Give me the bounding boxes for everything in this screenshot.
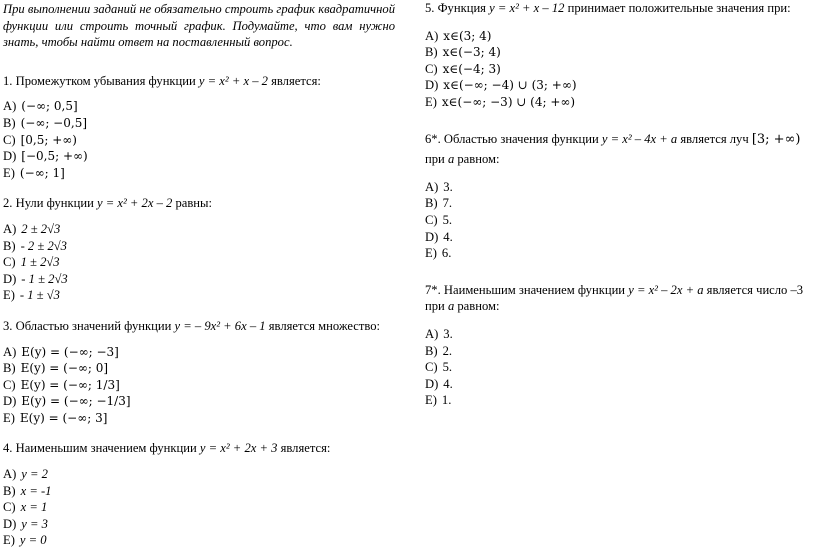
option-a[interactable]: A) E(y) = (−∞; −3] xyxy=(3,344,119,359)
option-d[interactable]: D) y = 3 xyxy=(3,516,48,531)
intro-note: При выполнении заданий не обязательно строить график квадратичной функции или строить точный график. Подумайте, что вам нужно знать, чтобы найти ответ на поставленный вопрос. xyxy=(3,2,395,50)
question-4-options xyxy=(3,466,395,549)
question-5-options xyxy=(425,28,813,111)
question-5-text: 5. Функция y = x² + x – 12 принимает положительные значения при: xyxy=(425,1,791,15)
option-d[interactable]: D) - 1 ± 2√3 xyxy=(3,271,68,286)
option-d[interactable]: D) E(y) = (−∞; −1/3] xyxy=(3,394,131,409)
question-3-text: 3. Областью значений функции y = – 9x² + 6x – 1 является множество: xyxy=(3,318,381,333)
question-6-ray: [3; +∞) xyxy=(751,131,801,147)
question-2 xyxy=(3,195,395,304)
question-4-text: 4. Наименьшим значением функции y = x² + 2x + 3 является: xyxy=(3,441,331,456)
option-b[interactable]: B) x = -1 xyxy=(3,483,52,498)
option-a[interactable]: A) (−∞; 0,5] xyxy=(3,99,78,114)
question-2-text: 2. Нули функции y = x² + 2x – 2 равны: xyxy=(3,196,212,211)
option-e[interactable]: E) 1. xyxy=(425,393,452,408)
question-7-function: y = x² – 2x + a xyxy=(628,282,704,297)
option-b[interactable]: B) 7. xyxy=(425,196,453,211)
option-e[interactable]: E) (−∞; 1] xyxy=(3,165,65,180)
option-b[interactable]: B) 2. xyxy=(425,343,453,358)
question-7-text: 7*. Наименьшим значением функции y = x² – 2x + a является число –3 xyxy=(425,282,804,297)
option-e[interactable]: E) E(y) = (−∞; 3] xyxy=(3,410,108,425)
option-b[interactable]: B) (−∞; −0,5] xyxy=(3,115,88,130)
option-a[interactable]: A) 3. xyxy=(425,326,453,341)
question-7-text-line2: при a равном: xyxy=(425,299,500,314)
option-b[interactable]: B) E(y) = (−∞; 0] xyxy=(3,361,109,376)
option-c[interactable]: C) 5. xyxy=(425,212,453,227)
question-7-options xyxy=(425,326,813,409)
question-5-function: y = x² + x – 12 xyxy=(489,1,565,15)
option-c[interactable]: C) 5. xyxy=(425,360,453,375)
option-a[interactable]: A) 3. xyxy=(425,179,453,194)
question-6 xyxy=(425,131,813,262)
option-d[interactable]: D) 4. xyxy=(425,229,453,244)
question-7 xyxy=(425,282,813,409)
option-e[interactable]: E) 6. xyxy=(425,246,452,261)
question-6-function: y = x² – 4x + a xyxy=(601,131,678,146)
question-5 xyxy=(425,0,813,111)
question-2-options xyxy=(3,221,395,304)
option-e[interactable]: E) - 1 ± √3 xyxy=(3,288,60,303)
option-e[interactable]: E) y = 0 xyxy=(3,533,47,548)
question-1-function: y = x² + x – 2 xyxy=(198,73,268,88)
question-6-text: 6*. Областью значения функции y = x² – 4x + a является луч [3; +∞) xyxy=(425,131,801,147)
question-3 xyxy=(3,318,395,427)
question-1 xyxy=(3,73,395,182)
option-d[interactable]: D) 4. xyxy=(425,376,453,391)
question-4-function: y = x² + 2x + 3 xyxy=(199,441,278,456)
question-1-options xyxy=(3,98,395,181)
left-column xyxy=(3,0,395,549)
option-a[interactable]: A) x∈(3; 4) xyxy=(425,28,492,43)
option-b[interactable]: B) - 2 ± 2√3 xyxy=(3,238,67,253)
question-1-text: 1. Промежутком убывания функции y = x² + x – 2 является: xyxy=(3,73,321,88)
option-a[interactable]: A) y = 2 xyxy=(3,467,48,482)
option-a[interactable]: A) 2 ± 2√3 xyxy=(3,221,61,236)
right-column xyxy=(425,0,813,409)
option-c[interactable]: C) [0,5; +∞) xyxy=(3,132,77,147)
option-c[interactable]: C) x∈(−4; 3) xyxy=(425,61,501,76)
question-3-options xyxy=(3,344,395,427)
question-4 xyxy=(3,440,395,549)
option-c[interactable]: C) E(y) = (−∞; 1/3] xyxy=(3,377,120,392)
question-6-options xyxy=(425,179,813,262)
question-6-text-line2: при a равном: xyxy=(425,152,500,167)
question-3-function: y = – 9x² + 6x – 1 xyxy=(174,318,266,333)
option-d[interactable]: D) [−0,5; +∞) xyxy=(3,149,88,164)
option-e[interactable]: E) x∈(−∞; −3) ∪ (4; +∞) xyxy=(425,94,576,109)
option-c[interactable]: C) 1 ± 2√3 xyxy=(3,255,60,270)
question-2-function: y = x² + 2x – 2 xyxy=(96,196,173,211)
option-b[interactable]: B) x∈(−3; 4) xyxy=(425,45,501,60)
option-d[interactable]: D) x∈(−∞; −4) ∪ (3; +∞) xyxy=(425,78,577,93)
option-c[interactable]: C) x = 1 xyxy=(3,500,48,515)
